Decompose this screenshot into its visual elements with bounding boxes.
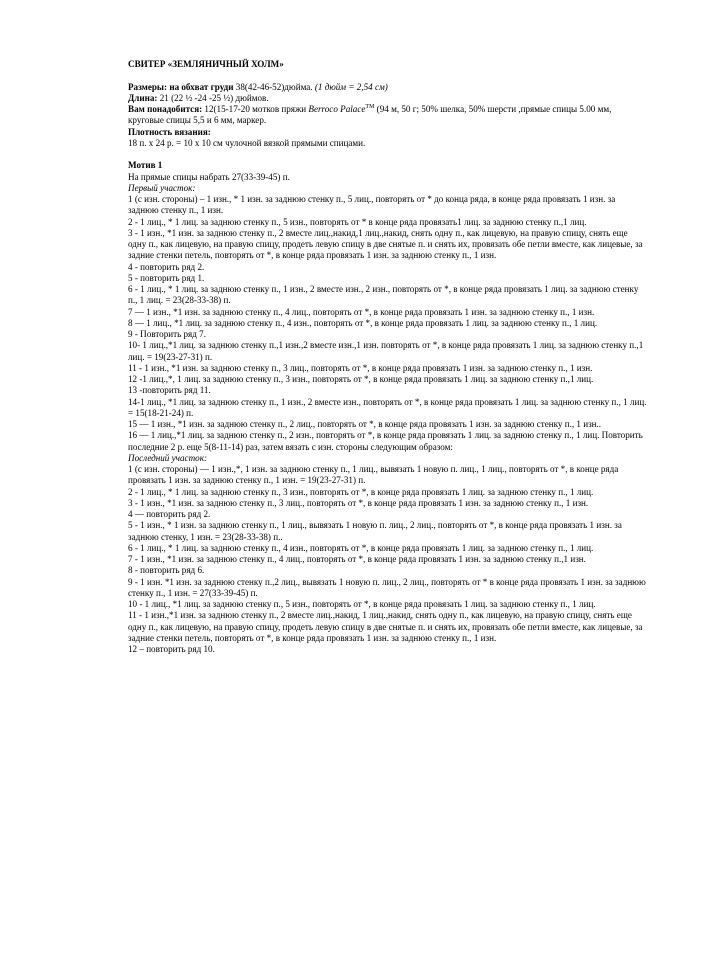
instruction-row: 16 — 1 лиц.,*1 лиц. за заднюю стенку п., 2 изн., повторять от *, в конце ряда провязать 1 лиц. за заднюю стенку п., 1 лиц. Повторить последние 2 р. еще 5(8-11-14) раз, затем вязать с изн. стороны следующим образом:: [128, 430, 643, 452]
last-section-label: Последний участок:: [128, 452, 207, 463]
yarn-name: Berroco Palace: [308, 104, 366, 114]
first-section-label: Первый участок:: [128, 182, 196, 193]
instruction-row: 1 (с изн. стороны) – 1 изн., * 1 изн. за заднюю стенку п., 5 лиц., повторять от * до конца ряда, в конце ряда провязать 1 изн. за заднюю стенку п., 1 изн.: [128, 194, 616, 216]
instruction-row: 4 — повторить ряд 2.: [128, 509, 211, 519]
instruction-row: 14-1 лиц., *1 лиц. за заднюю стенку п., 1 изн., 2 вместе изн., повторять от *, в конце ряда провязать 1 лиц. за заднюю стенку п., 1 лиц. = 15(18-21-24) п.: [128, 396, 647, 418]
instruction-row: 1 (с изн. стороны) — 1 изн.,*, 1 изн. за заднюю стенку п., 1 лиц., вывязать 1 новую п. лиц., 1 лиц., повторять от *, в конце ряда провязать 1 изн. за заднюю стенку п., 1 изн. = 19(23-27-31) п.: [128, 464, 619, 486]
instruction-row: 15 — 1 изн., *1 изн. за заднюю стенку п., 2 лиц., повторять от *, в конце ряда провязать 1 изн. за заднюю стенку п., 1 изн..: [128, 419, 602, 429]
instruction-row: 5 - повторить ряд 1.: [128, 272, 205, 283]
document-title: СВИТЕР «ЗЕМЛЯНИЧНЫЙ ХОЛМ»: [128, 59, 284, 69]
instruction-row: 11 - 1 изн., *1 изн. за заднюю стенку п., 3 лиц., повторять от *, в конце ряда провязать 1 изн. за заднюю стенку п., 1 изн.: [128, 362, 593, 373]
instruction-row: 7 - 1 изн., *1 изн. за заднюю стенку п., 4 лиц., повторять от *, в конце ряда провязать 1 изн. за заднюю стенку п.,1 изн.: [128, 554, 586, 564]
sizes-value: 38(42-46-52)дюйма.: [233, 81, 313, 92]
length-line: [128, 93, 648, 104]
instruction-row: 6 - 1 лиц., * 1 лиц. за заднюю стенку п., 1 изн., 2 вместе изн., 2 изн., повторять от *, в конце ряда провязать 1 лиц. за заднюю стенку п., 1 лиц. = 23(28-33-38) п.: [128, 284, 639, 306]
instruction-row: 9 - 1 изн. *1 изн. за заднюю стенку п.,2 лиц., вывязать 1 новую п. лиц., 2 лиц., повторять от * в конце ряда провязать 1 изн. за заднюю стенку п., 1 изн. = 27(33-39-45) п.: [128, 576, 646, 598]
last-section-rows: [128, 464, 648, 655]
spacer: [128, 149, 648, 160]
sizes-label: Размеры:: [128, 81, 168, 92]
instruction-row: 3 - 1 изн., *1 изн. за заднюю стенку п., 2 вместе лиц.,накид,1 лиц.,накид, снять одну п., как лицевую, на правую спицу, снять еще одну п., как лицевую, на правую спицу, продеть левую спицу в две снятые п. и снять их, провязать обе петли вместе, как лицевые, за задние стенки петель, повторять от *, в конце ряда провязать 1 изн. за заднюю стенку п., 1 изн.: [128, 227, 643, 261]
instruction-row: 8 - повторить ряд 6.: [128, 565, 205, 576]
yarn-trademark: TM: [365, 103, 375, 110]
instruction-row: 10- 1 лиц.,*1 лиц. за заднюю стенку п.,1 изн.,2 вместе изн.,1 изн. повторять от *, в конце ряда провязать 1 лиц. за заднюю стенку п.,1 лиц. = 19(23-27-31) п.: [128, 340, 644, 362]
sizes-line: [128, 82, 648, 93]
instruction-row: 12 -1 лиц.,*, 1 лиц. за заднюю стенку п., 3 изн., повторять от *, в конце ряда провязать 1 лиц. за заднюю стенку п.,1 лиц.: [128, 374, 594, 384]
materials-value-a: 12(15-17-20 мотков пряжи: [202, 104, 309, 114]
instruction-row: 9 - Повторить ряд 7.: [128, 329, 206, 339]
instruction-row: 5 - 1 изн., * 1 изн. за заднюю стенку п., 1 лиц., вывязать 1 новую п. лиц., 2 лиц., повторять от *, в конце ряда провязать 1 изн. за заднюю стенку, 1 изн. = 23(28-33-38) п..: [128, 520, 622, 542]
cast-on-line: На прямые спицы набрать 27(33-39-45) п.: [128, 171, 290, 182]
first-section-rows: [128, 194, 648, 453]
materials-line: [128, 104, 648, 127]
instruction-row: 10 - 1 лиц., *1 лиц. за заднюю стенку п., 5 изн., повторять от *, в конце ряда провязать 1 лиц. за заднюю стенку п., 1 лиц.: [128, 599, 596, 609]
materials-value-b: (94 м, 50 г; 50% шелка, 50% шерсти ,прямые спицы 5.00 мм, круговые спицы 5,5 и 6 мм, маркер.: [128, 104, 612, 126]
instruction-row: 7 — 1 изн., *1 изн. за заднюю стенку п., 4 лиц., повторять от *, в конце ряда провязать 1 изн. за заднюю стенку п., 1 изн.: [128, 306, 595, 317]
instruction-row: 13 -повторить ряд 11.: [128, 385, 211, 396]
length-value: 21 (22 ½ -24 -25 ½) дюймов.: [157, 92, 269, 103]
sizes-sublabel: на обхват груди: [169, 81, 234, 92]
document: [128, 59, 648, 655]
instruction-row: 8 — 1 лиц., *1 лиц. за заднюю стенку п., 4 изн., повторять от *, в конце ряда провязать 1 лиц. за заднюю стенку п., 1 лиц.: [128, 317, 598, 328]
sizes-note: (1 дюйм = 2,54 см): [312, 81, 388, 92]
instruction-row: 2 - 1 лиц., * 1 лиц. за заднюю стенку п., 3 изн., повторять от *, в конце ряда провязать 1 лиц. за заднюю стенку п., 1 лиц.: [128, 486, 594, 497]
motif-title: Мотив 1: [128, 160, 163, 171]
instruction-row: 6 - 1 лиц., * 1 лиц. за заднюю стенку п., 4 изн., повторять от *, в конце ряда провязать 1 лиц. за заднюю стенку п., 1 лиц.: [128, 542, 594, 553]
instruction-row: 4 - повторить ряд 2.: [128, 261, 205, 272]
instruction-row: 12 – повторить ряд 10.: [128, 644, 215, 654]
gauge-label: Плотность вязания:: [128, 126, 211, 137]
instruction-row: 3 - 1 изн., *1 изн. за заднюю стенку п., 3 лиц., повторять от *, в конце ряда провязать 1 изн. за заднюю стенку п., 1 изн.: [128, 497, 589, 508]
instruction-row: 2 - 1 лиц., * 1 лиц. за заднюю стенку п., 5 изн., повторять от * в конце ряда провязать1 лиц. за заднюю стенку п.,1 лиц.: [128, 216, 587, 227]
length-label: Длина:: [128, 92, 158, 103]
instruction-row: 11 - 1 изн.,*1 изн. за заднюю стенку п., 2 вместе лиц.,накид, 1 лиц.,накид, снять одну п., как лицевую, на правую спицу, снять еще одну п., как лицевую, на правую спицу, продеть левую спицу в две снятые п. и снять их, провязать обе петли вместе, как лицевые, за задние стенки петель, повторять от *, в конце ряда провязать 1 изн. за заднюю стенку п., 1 изн.: [128, 610, 643, 643]
gauge-value: 18 п. х 24 р. = 10 х 10 см чулочной вязкой прямыми спицами.: [128, 137, 366, 148]
materials-label: Вам понадобится:: [128, 104, 203, 114]
